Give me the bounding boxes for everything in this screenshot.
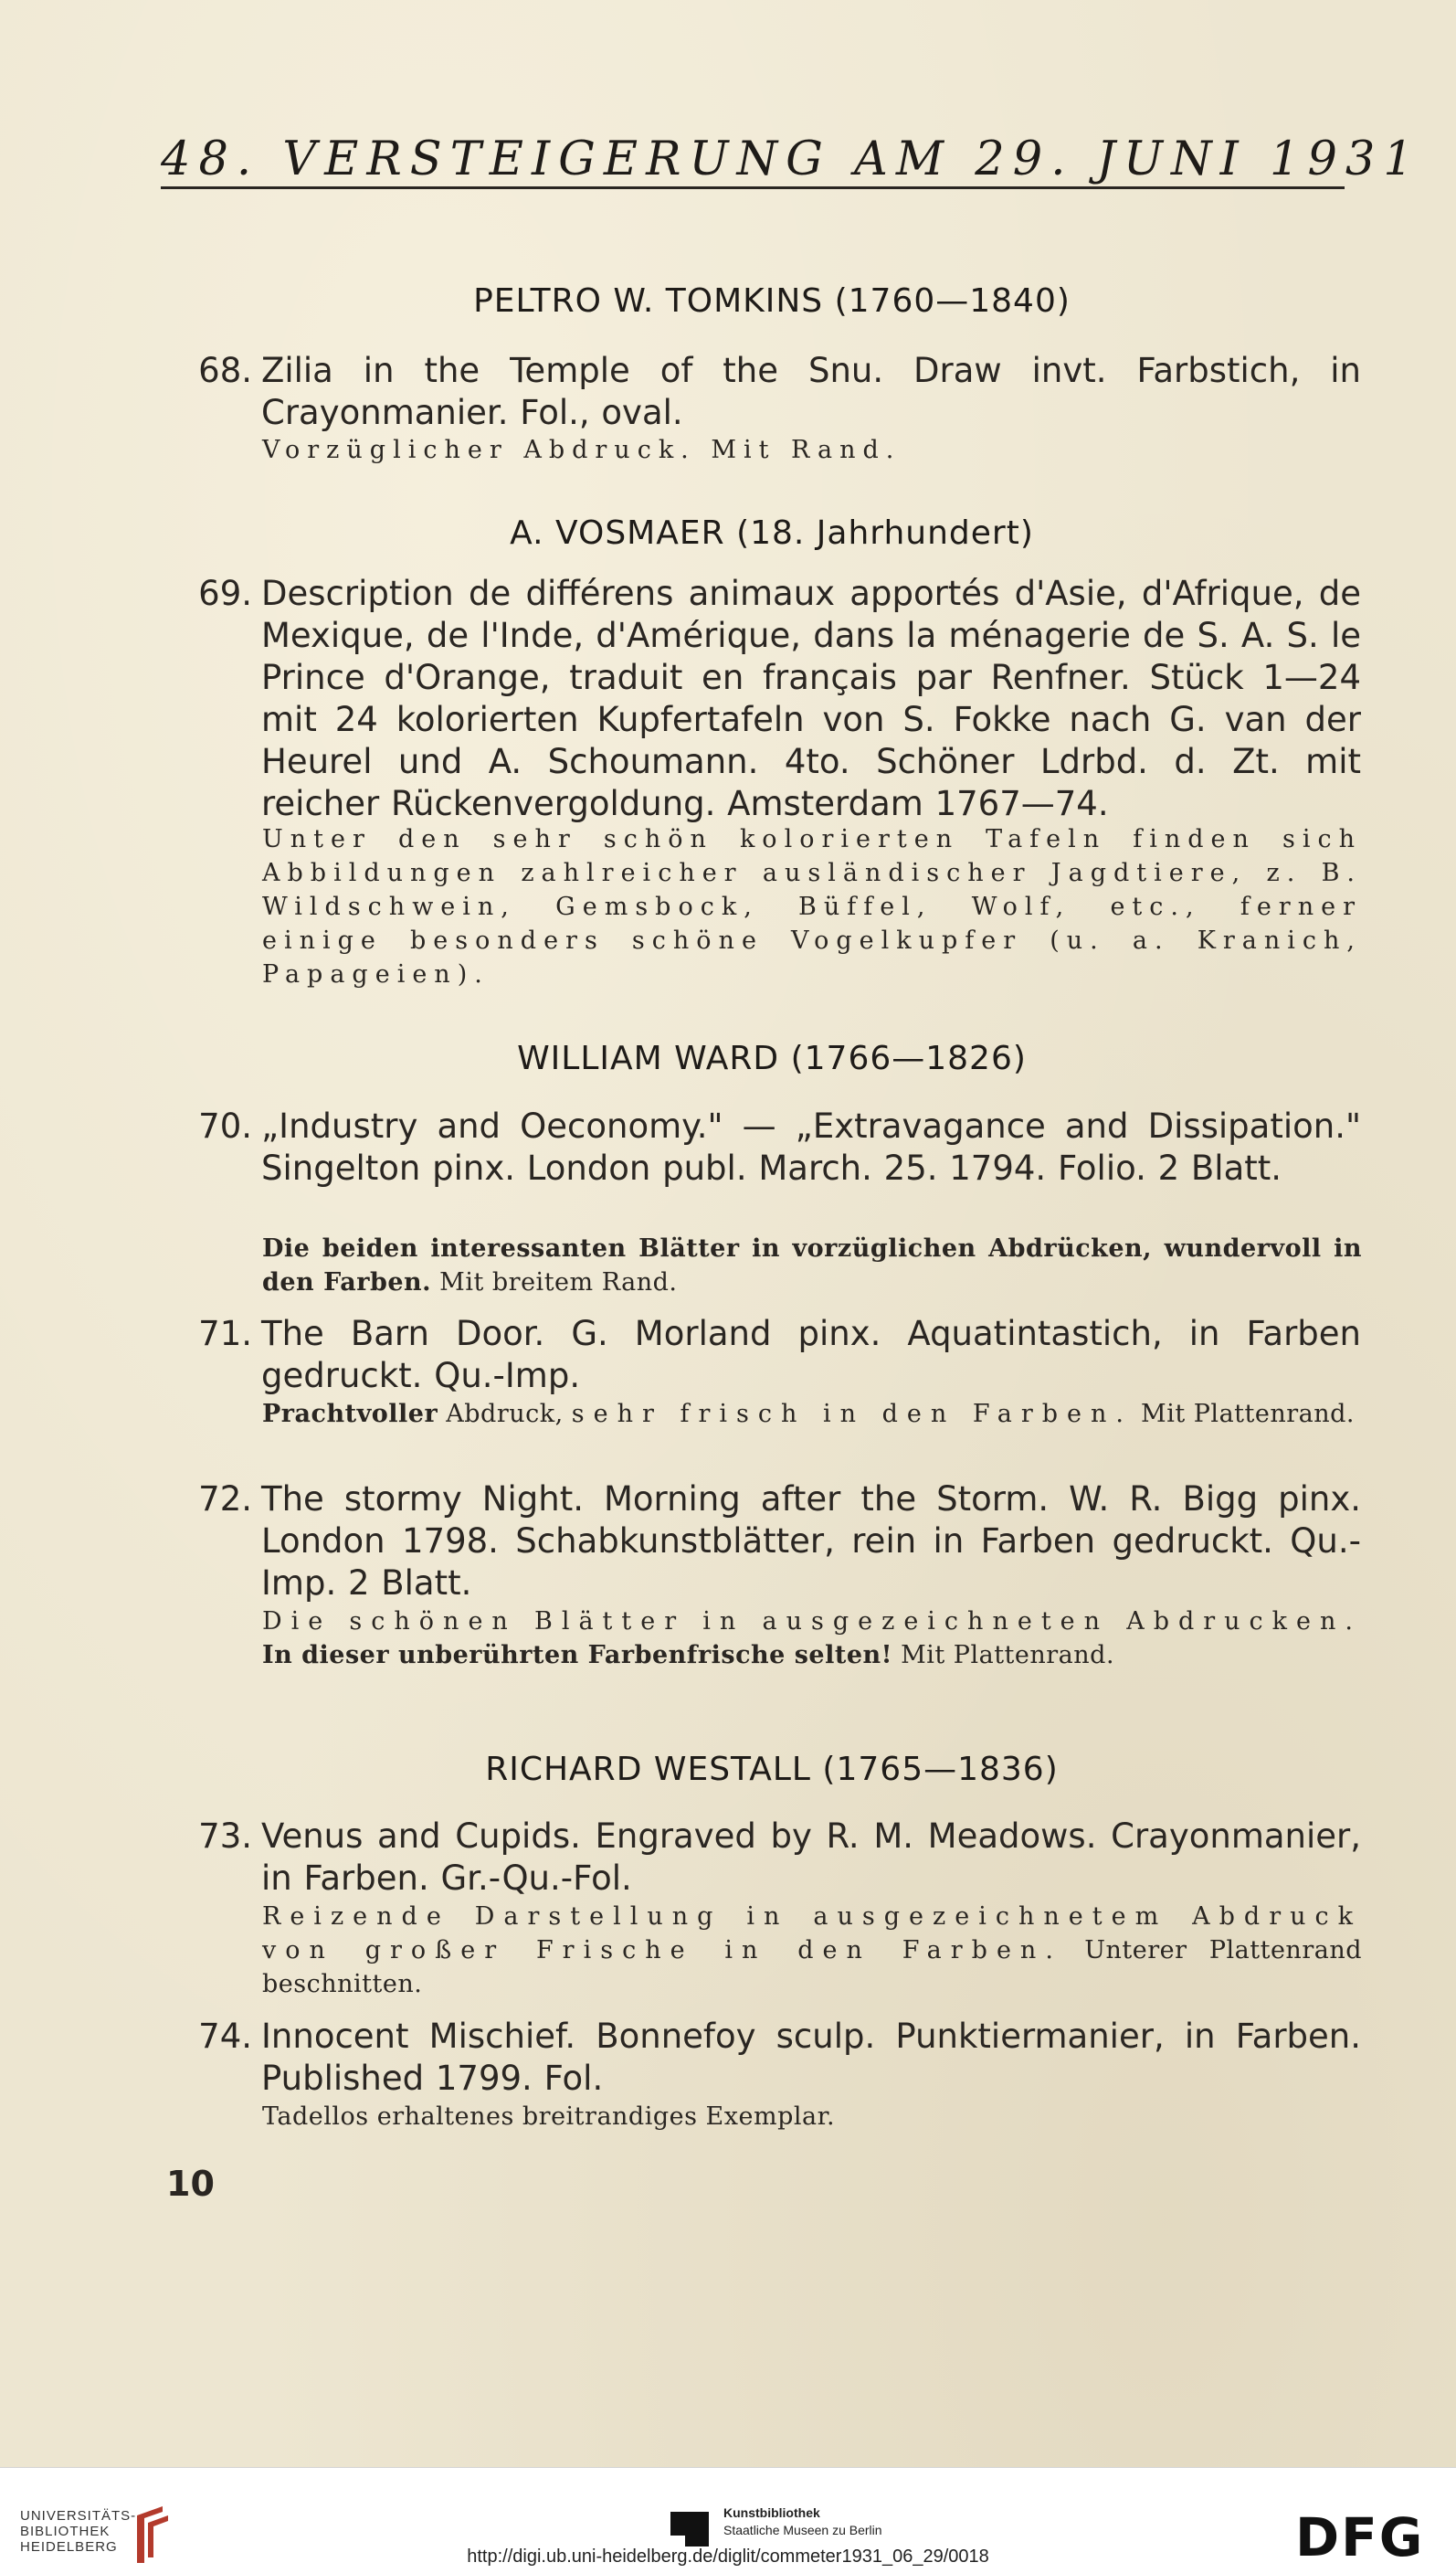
- artist-heading-westall: RICHARD WESTALL (1765—1836): [485, 1751, 1059, 1788]
- lot-number: 72.: [198, 1479, 252, 1519]
- lot-number: 70.: [198, 1106, 252, 1146]
- running-title: 48. VERSTEIGERUNG AM 29. JUNI 1931: [161, 132, 1421, 186]
- lot-note: Unter den sehr schön kolorierten Tafeln finden sich Abbildungen zahlreicher ausländischer Jagdtiere, z. B. Wildschwein, Gemsbock, Büffel, Wolf, etc., ferner einige besonders schöne Vogelkupfer (u. a. Kranich, Papageien).: [262, 825, 1362, 989]
- lot-title: Innocent Mischief. Bonnefoy sculp. Punktiermanier, in Farben. Published 1799. Fol.: [261, 2017, 1361, 2098]
- header-rule: [161, 186, 1345, 189]
- lot-note-end: Mit Plattenrand.: [892, 1641, 1115, 1669]
- page-number: 10: [166, 2164, 215, 2204]
- lot-note: Vorzüglicher Abdruck. Mit Rand.: [262, 436, 902, 464]
- lot-note-end: Unterer Plattenrand beschnitten.: [262, 1936, 1362, 1998]
- library-line: BIBLIOTHEK: [20, 2524, 111, 2539]
- lot-note-emphasis: In dieser unberührten Farbenfrische selten!: [262, 1641, 893, 1669]
- lot-note-rest: Abdruck,: [438, 1400, 572, 1428]
- lot-note-end: Mit Plattenrand.: [1132, 1400, 1355, 1428]
- artist-heading-vosmaer: A. VOSMAER (18. Jahrhundert): [510, 514, 1034, 552]
- lot-note: [262, 1397, 1362, 1431]
- lot-note-spaced: Die schönen Blätter in ausgezeichneten Abdrucken.: [262, 1607, 1362, 1636]
- kunst-line: Kunstbibliothek: [723, 2505, 820, 2520]
- kunstbibliothek-logo-icon[interactable]: [667, 2506, 712, 2552]
- library-line: HEIDELBERG: [20, 2539, 118, 2555]
- lot-title: The Barn Door. G. Morland pinx. Aquatintastich, in Farben gedruckt. Qu.-Imp.: [261, 1314, 1361, 1395]
- lot-note-spaced: Reizende Darstellung in ausgezeichnetem Abdruck von großer Frische in den Farben.: [262, 1902, 1362, 1964]
- lot-title: Venus and Cupids. Engraved by R. M. Meadows. Crayonmanier, in Farben. Gr.-Qu.-Fol.: [261, 1816, 1361, 1898]
- lot-note-emphasis: Prachtvoller: [262, 1400, 438, 1428]
- viewer-footer: [0, 2467, 1456, 2573]
- lot-note-spaced: sehr frisch in den Farben.: [571, 1400, 1133, 1428]
- lot-note-emphasis: Die beiden interessanten Blätter in vorzüglichen Abdrücken, wundervoll in den Farben.: [262, 1234, 1362, 1297]
- lot-note: Tadellos erhaltenes breitrandiges Exemplar.: [262, 2102, 836, 2131]
- lot-number: 71.: [198, 1314, 252, 1353]
- lot-note-rest: Mit breitem Rand.: [431, 1268, 678, 1297]
- artist-heading-tomkins: PELTRO W. TOMKINS (1760—1840): [473, 282, 1071, 320]
- lot-title: Zilia in the Temple of the Snu. Draw invt. Farbstich, in Crayonmanier. Fol., oval.: [261, 351, 1361, 432]
- lot-title: The stormy Night. Morning after the Storm. W. R. Bigg pinx. London 1798. Schabkunstblätter, rein in Farben gedruckt. Qu.-Imp. 2 Blatt.: [261, 1479, 1361, 1603]
- lot-number: 73.: [198, 1816, 252, 1856]
- lot-note: [262, 1900, 1362, 2001]
- library-line: UNIVERSITÄTS-: [20, 2508, 137, 2524]
- kunst-line: Staatliche Museen zu Berlin: [723, 2523, 882, 2537]
- lot-note: [262, 1232, 1362, 1299]
- kunstbibliothek-label[interactable]: [723, 2504, 882, 2539]
- artist-heading-ward: WILLIAM WARD (1766—1826): [517, 1040, 1027, 1077]
- lot-title: Description de différens animaux apportés d'Asie, d'Afrique, de Mexique, de l'Inde, d'Amérique, dans la ménagerie de S. A. S. le Prince d'Orange, traduit en français par Renfner. Stück 1—24 mit 24 kolorierten Kupfertafeln von S. Fokke nach G. van der Heurel und A. Schoumann. 4to. Schöner Ldrbd. d. Zt. mit reicher Rückenvergoldung. Amsterdam 1767—74.: [261, 574, 1361, 823]
- lot-title: „Industry and Oeconomy." — „Extravagance and Dissipation." Singelton pinx. London publ. March. 25. 1794. Folio. 2 Blatt.: [261, 1106, 1361, 1188]
- lot-number: 68.: [198, 351, 252, 390]
- dfg-logo[interactable]: DFG: [1295, 2506, 1425, 2568]
- source-url-link[interactable]: http://digi.ub.uni-heidelberg.de/diglit/commeter1931_06_29/0018: [467, 2547, 989, 2567]
- lot-number: 74.: [198, 2017, 252, 2056]
- lot-note: [262, 1604, 1362, 1672]
- lot-number: 69.: [198, 574, 252, 613]
